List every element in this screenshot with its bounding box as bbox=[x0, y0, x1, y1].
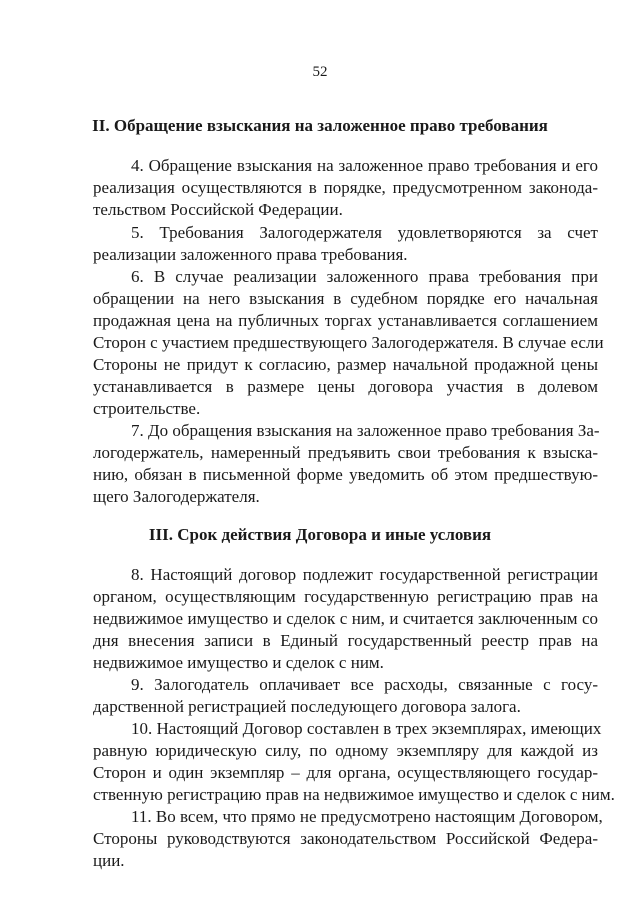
s2-line: щего Залогодержателя. bbox=[93, 487, 260, 506]
s2-line: Стороны не придут к согласию, размер начальной продажной цены bbox=[93, 355, 598, 374]
s3-line: ции. bbox=[93, 851, 125, 870]
s3-line: Сторон и один экземпляр – для органа, осуществляющего государ- bbox=[93, 763, 598, 782]
s2-line: реализации заложенного права требования. bbox=[93, 245, 408, 264]
section-3-heading: III. Срок действия Договора и иные условия bbox=[148, 525, 492, 544]
s2-line: Сторон с участием предшествующего Залогодержателя. В случае если bbox=[93, 333, 604, 352]
s3-line: 9. Залогодатель оплачивает все расходы, связанные с госу- bbox=[131, 675, 598, 694]
s2-line: 5. Требования Залогодержателя удовлетворяются за счет bbox=[131, 223, 598, 242]
s3-line: органом, осуществляющим государственную регистрацию прав на bbox=[93, 587, 598, 606]
s3-line: дня внесения записи в Единый государственный реестр прав на bbox=[93, 631, 598, 650]
section-2-heading: II. Обращение взыскания на заложенное право требования bbox=[92, 116, 548, 135]
s2-line: 7. До обращения взыскания на заложенное право требования За- bbox=[131, 421, 600, 440]
s3-line: равную юридическую силу, по одному экземпляру для каждой из bbox=[93, 741, 598, 760]
s3-line: недвижимое имущество и сделок с ним. bbox=[93, 653, 384, 672]
s3-line: 10. Настоящий Договор составлен в трех экземплярах, имеющих bbox=[131, 719, 602, 738]
s2-line: логодержатель, намеренный предъявить свои требования к взыска- bbox=[93, 443, 598, 462]
s2-line: устанавливается в размере цены договора участия в долевом bbox=[93, 377, 598, 396]
s3-line: 8. Настоящий договор подлежит государственной регистрации bbox=[131, 565, 598, 584]
s3-line: недвижимое имущество и сделок с ним, и считается заключенным со bbox=[93, 609, 598, 628]
s2-line: тельством Российской Федерации. bbox=[93, 200, 343, 219]
s3-line: ственную регистрацию прав на недвижимое имущество и сделок с ним. bbox=[93, 785, 615, 804]
page-number: 52 bbox=[312, 64, 328, 80]
s2-line: строительстве. bbox=[93, 399, 201, 418]
s2-line: реализация осуществляются в порядке, предусмотренном законода- bbox=[93, 178, 598, 197]
s3-line: Стороны руководствуются законодательством Российской Федера- bbox=[93, 829, 598, 848]
s2-line: 6. В случае реализации заложенного права требования при bbox=[131, 267, 598, 286]
s3-line: дарственной регистрацией последующего договора залога. bbox=[93, 697, 521, 716]
s3-line: 11. Во всем, что прямо не предусмотрено настоящим Договором, bbox=[131, 807, 603, 826]
s2-line: 4. Обращение взыскания на заложенное право требования и его bbox=[131, 156, 598, 175]
s2-line: обращении на него взыскания в судебном порядке его начальная bbox=[93, 289, 598, 308]
s2-line: продажная цена на публичных торгах устанавливается соглашением bbox=[93, 311, 598, 330]
s2-line: нию, обязан в письменной форме уведомить об этом предшествую- bbox=[93, 465, 598, 484]
